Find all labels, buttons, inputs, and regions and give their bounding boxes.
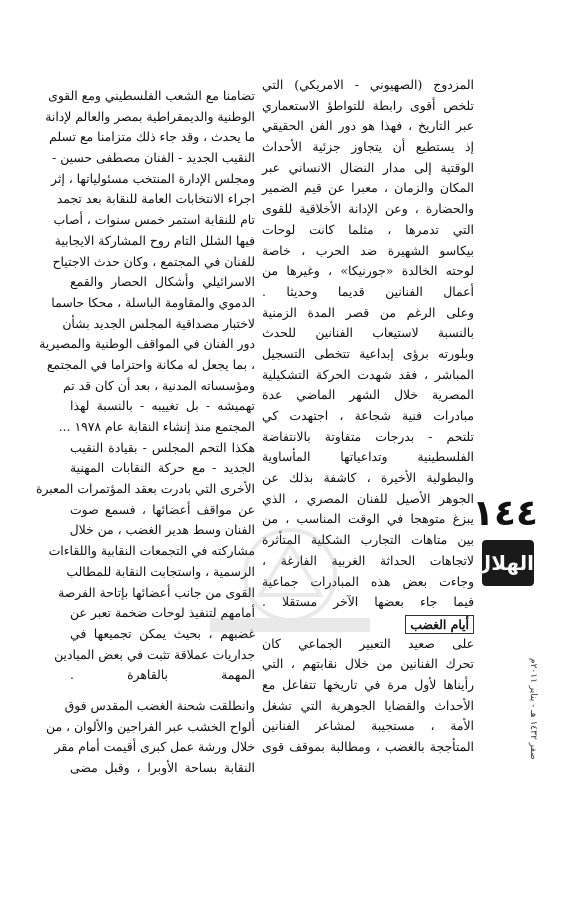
text-line: أعمال الفنانين قديما وحديثا . <box>262 283 474 299</box>
text-line: المهمة بالقاهرة . <box>70 667 255 683</box>
text-line: عبر التاريخ ، فهذا هو دور الفن الحقيقي <box>262 118 474 134</box>
text-line: الرسمية ، واستجابت النقابة للمطالب <box>66 563 255 579</box>
subheading-row <box>262 613 474 634</box>
text-line: لاتجاهات الحداثة الغربية الفارغة ، <box>262 552 474 568</box>
text-line: ما يحدث ، وقد جاء ذلك متزامنا مع تسلم <box>49 129 255 145</box>
text-line: تهميشه - بل تغييبه - بالنسبة لهذا <box>70 398 255 414</box>
text-line: المباشر ، فقد شهدت الحركة التشكيلية <box>262 366 474 382</box>
text-line: الأمة ، مستجيبة لمشاعر الفنانين <box>262 718 474 734</box>
text-line: بالنسبة لاستيعاب الفنانين للحدث <box>262 325 474 341</box>
text-line: الأخرى التي بادرت بعقد المؤتمرات المعبرة <box>35 481 255 497</box>
text-line: رأيناها لأول مرة في تاريخها تتفاعل مع <box>262 676 474 692</box>
text-line: وانطلقت شحنة الغضب المقدس فوق <box>64 697 255 713</box>
text-line: فيها الشلل التام روح المشاركة الايجابية <box>54 232 255 248</box>
page-number: ١٤٤ <box>472 493 538 534</box>
text-line: الجديد - مع حركة النقابات المهنية <box>70 460 255 476</box>
text-line: الاسرائيلي وأشكال الحصار والقمع <box>70 274 255 290</box>
text-line: فيما جاء بعضها الآخر مستقلا . <box>262 594 474 610</box>
text-line: الفلسطينية وتداعياتها المأساوية <box>262 449 474 465</box>
text-line: الفنان وسط هدير الغضب ، من خلال <box>69 522 255 538</box>
text-line: غضبهم ، بحيث يمكن تجميعها في <box>70 625 255 641</box>
text-line: المتأججة بالغضب ، ومطالبة بموقف قوى <box>262 739 474 754</box>
text-line: يبزغ متوهجا في الوقت المناسب ، من <box>262 511 474 527</box>
text-line: والبطولية الأخيرة ، كاشفة بذلك عن <box>262 470 474 486</box>
paragraph-gap <box>70 686 255 696</box>
section-subheading: أيام الغضب <box>405 615 474 634</box>
text-line: الوطنية والديمقراطية بمصر والعالم لإدانة <box>45 108 255 124</box>
text-line: النقيب الجديد - الفنان مصطفى حسين - <box>52 150 255 166</box>
article-column-right <box>262 75 474 758</box>
article-column-left <box>35 86 255 779</box>
text-line: تلخص أقوى رابطة للتواطؤ الاستعماري <box>262 97 474 113</box>
text-line: بيكاسو الشهيرة ضد الحرب ، خاصة <box>262 242 474 258</box>
text-line: وعلى الرغم من قصر المدة الزمنية <box>262 304 474 320</box>
text-line: أمامهم لتنفيذ لوحات ضخمة تعبر عن <box>70 605 255 621</box>
text-line: المكان والزمان ، معبرا عن قيم الضمير <box>262 180 474 196</box>
text-line: مشاركته في التجمعات النقابية واللقاءات <box>48 543 255 559</box>
text-line: المزدوج (الصهيوني - الامريكي) التي <box>262 77 474 92</box>
text-line: والحضارة ، وعن الإدانة الأخلاقية للقوى <box>262 201 474 217</box>
text-line: النقابة بساحة الأوبرا ، وقبل مضى <box>70 760 255 775</box>
text-line: تضامنا مع الشعب الفلسطيني ومع القوى <box>48 88 255 103</box>
text-line: على صعيد التعبير الجماعي كان <box>262 635 474 651</box>
text-line: خلال ورشة عمل كبرى أقيمت أمام مقر <box>54 739 255 755</box>
magazine-logo: الهلال <box>482 540 534 586</box>
text-line: تلتحم - بدرجات متفاوتة بالانتفاضة <box>262 428 474 444</box>
text-line: التي تدمرها ، مثلما كانت لوحات <box>262 221 474 237</box>
text-line: عن مواقف أعضائها ، فسمع صوت <box>70 501 255 517</box>
text-line: ومجلس الإدارة المنتخب مسئولياتها ، إثر <box>51 170 255 186</box>
text-line: المجتمع منذ إنشاء النقابة عام ١٩٧٨ ... <box>58 419 255 434</box>
text-line: تام للنقابة استمر خمس سنوات ، أصاب <box>53 212 255 228</box>
text-line: للفنان في المجتمع ، وكان حدث الاجتياح <box>52 253 255 269</box>
text-line: وبلورته برؤى إبداعية تتخطى التسجيل <box>262 345 474 361</box>
text-line: ألواح الخشب عبر الفراجين والألوان ، من <box>46 718 255 734</box>
text-line: ومؤسساته المدنية ، بعد أن كان قد تم <box>63 377 255 393</box>
text-line: دور الفنان في المواقف الوطنية والمصيرية <box>39 336 255 352</box>
text-line: تحرك الفنانين من خلال نقابتهم ، التي <box>262 656 474 672</box>
text-line: الدموي والمقاومة الباسلة ، محكا حاسما <box>51 294 255 310</box>
text-line: الأحداث والقضايا الجوهرية التي تشغل <box>262 697 474 713</box>
issue-info: صفر ١٤٣٢ هـ - يناير ٢٠١١م <box>528 658 538 760</box>
text-line: وجاءت بعض هذه المبادرات جماعية <box>262 573 474 589</box>
text-line: بين متاهات التجارب الشكلية المتأثرة <box>262 532 474 548</box>
text-line: الوقتية إلى مدار النضال الانساني عبر <box>262 159 474 175</box>
text-line: الجوهر الأصيل للفنان المصري ، الذي <box>262 490 474 506</box>
text-line: مبادرات فنية شجاعة ، اجتهدت كي <box>262 408 474 423</box>
text-line: جداريات عملاقة تثبت في بعض الميادين <box>54 646 255 662</box>
text-line: هكذا التحم المجلس - بقيادة النقيب <box>70 439 255 455</box>
text-line: اجراء الانتخابات العامة للنقابة بعد تجمد <box>56 191 255 207</box>
text-line: لوحته الخالدة «جورنيكا» ، وغيرها من <box>262 263 474 279</box>
text-line: إذ يستطيع أن يتجاوز جزئية الأحداث <box>262 139 474 155</box>
text-line: المصرية خلال الشهر الماضي عدة <box>262 387 474 403</box>
text-line: القوى من جانب أعضائها بإتاحة الفرصة <box>58 584 255 600</box>
text-line: ، بما يجعل له مكانة واحتراما في المجتمع <box>46 356 255 372</box>
text-line: لاختبار مصداقية المجلس الجديد بشأن <box>62 315 255 331</box>
